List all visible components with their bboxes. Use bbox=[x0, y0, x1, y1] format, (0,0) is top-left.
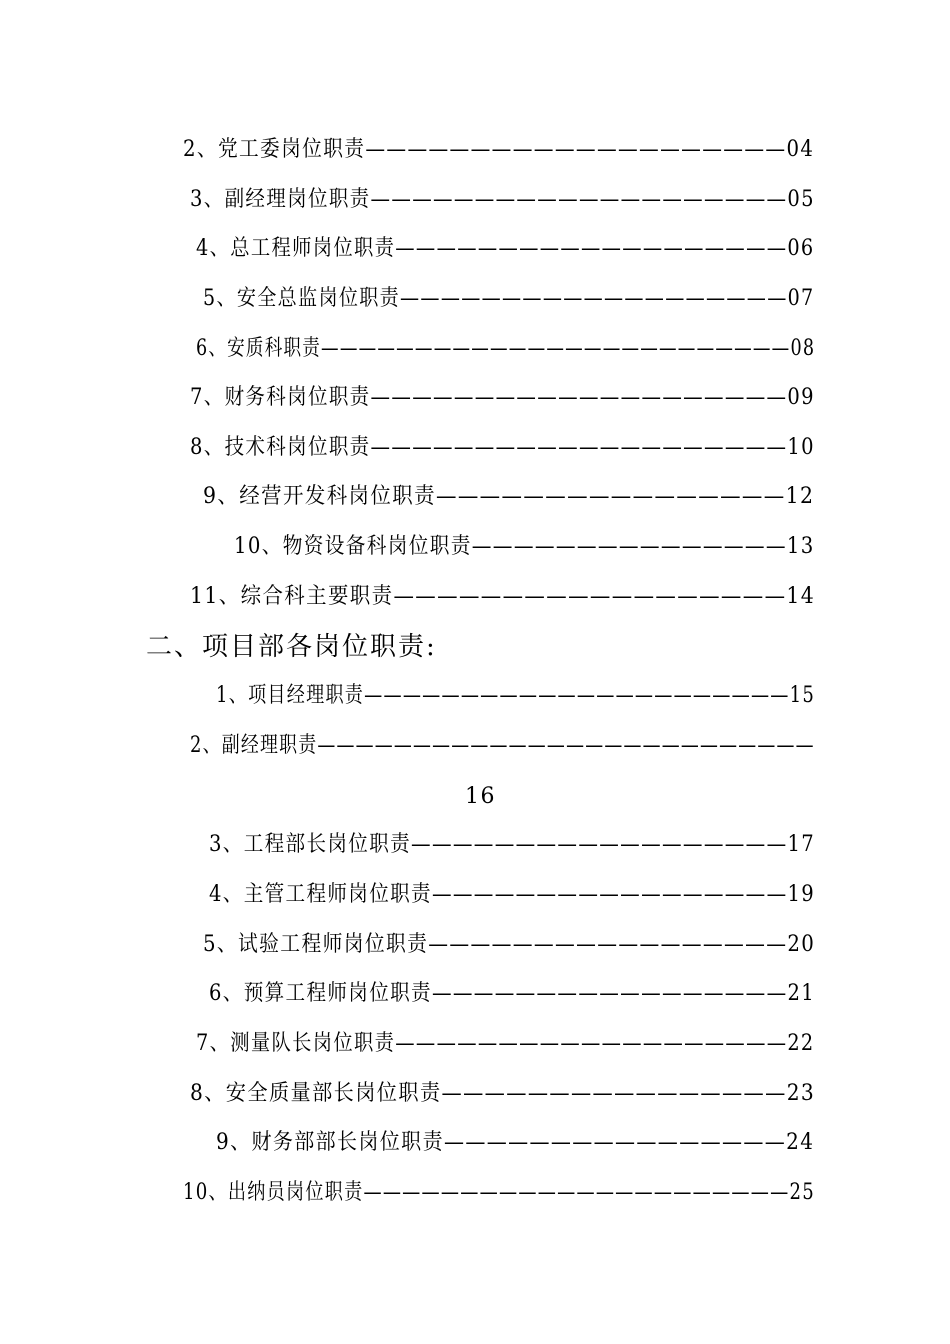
toc-entry: 9、财务部部长岗位职责————————————————24 bbox=[216, 1130, 815, 1155]
toc-entry: 1、项目经理职责——————————————————————15 bbox=[216, 683, 816, 708]
toc-entry: 10、物资设备科岗位职责———————————————13 bbox=[234, 534, 815, 559]
toc-entry: 10、出纳员岗位职责——————————————————————25 bbox=[183, 1180, 816, 1205]
toc-entry: 2、党工委岗位职责————————————————————04 bbox=[183, 137, 815, 162]
toc-entry: 6、安质科职责—————————————————————————08 bbox=[196, 336, 816, 361]
toc-entry: 8、安全质量部长岗位职责————————————————23 bbox=[190, 1081, 816, 1106]
toc-entry: 7、财务科岗位职责————————————————————09 bbox=[190, 385, 815, 410]
toc-entry: 5、试验工程师岗位职责—————————————————20 bbox=[203, 932, 816, 957]
toc-entry: 3、工程部长岗位职责——————————————————17 bbox=[209, 832, 816, 857]
section-heading: 二、项目部各岗位职责: bbox=[146, 632, 437, 662]
toc-entry: 4、主管工程师岗位职责—————————————————19 bbox=[209, 882, 816, 907]
toc-entry: 4、总工程师岗位职责———————————————————06 bbox=[196, 236, 815, 261]
toc-entry: 6、预算工程师岗位职责—————————————————21 bbox=[209, 981, 816, 1006]
toc-page-number: 16 bbox=[465, 784, 496, 809]
toc-entry: 2、副经理职责—————————————————————————— bbox=[190, 733, 815, 758]
toc-entry: 3、副经理岗位职责————————————————————05 bbox=[190, 187, 815, 212]
toc-entry: 9、经营开发科岗位职责————————————————12 bbox=[203, 484, 815, 509]
toc-entry: 11、综合科主要职责——————————————————14 bbox=[190, 584, 816, 609]
toc-entry: 5、安全总监岗位职责———————————————————07 bbox=[203, 286, 815, 311]
toc-entry: 7、测量队长岗位职责———————————————————22 bbox=[196, 1031, 815, 1056]
toc-entry: 8、技术科岗位职责————————————————————10 bbox=[190, 435, 815, 460]
